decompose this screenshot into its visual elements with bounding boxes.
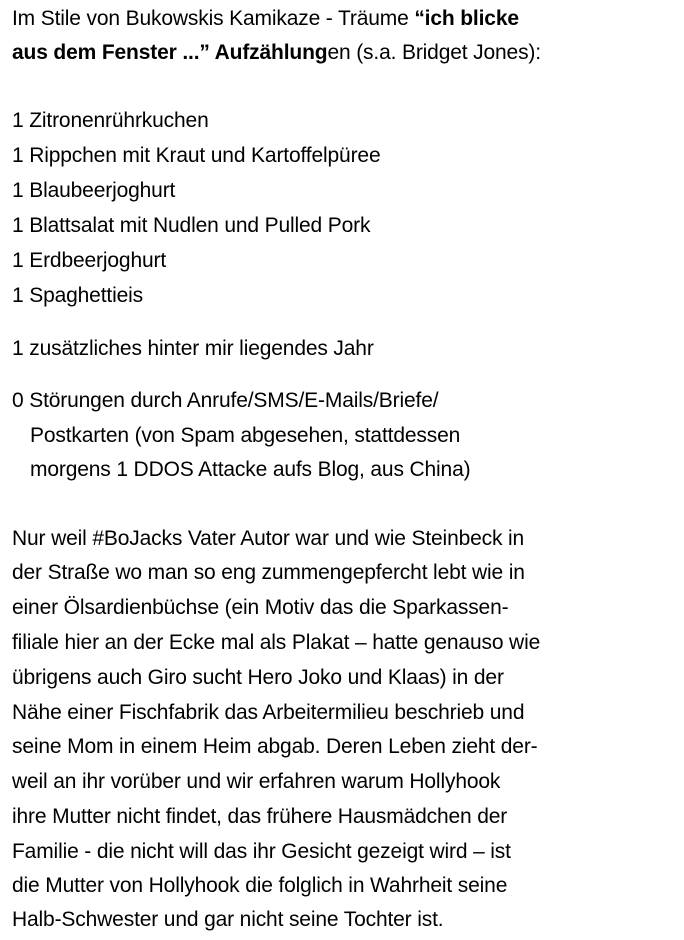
paragraph-line: seine Mom in einem Heim abgab. Deren Leben zieht der-	[12, 735, 538, 758]
paragraph-line: die Mutter von Hollyhook die folglich in Wahrheit seine	[12, 874, 508, 897]
paragraph-line: übrigens auch Giro sucht Hero Joko und Klaas) in der	[12, 666, 504, 689]
paragraph-line: der Straße wo man so eng zummengepfercht lebt wie in	[12, 561, 525, 584]
disturbances-line: Postkarten (von Spam abgesehen, stattdessen	[30, 424, 461, 447]
extra-year-line: 1 zusätzliches hinter mir liegendes Jahr	[12, 337, 374, 360]
list-item: 1 Blattsalat mit Nudlen und Pulled Pork	[12, 214, 371, 237]
paragraph-line: weil an ihr vorüber und wir erfahren warum Hollyhook	[12, 770, 501, 793]
disturbances-line: morgens 1 DDOS Attacke aufs Blog, aus China)	[30, 458, 471, 481]
list-item: 1 Rippchen mit Kraut und Kartoffelpüree	[12, 144, 381, 167]
paragraph-line: Nähe einer Fischfabrik das Arbeitermilieu beschrieb und	[12, 701, 525, 724]
paragraph-line: ihre Mutter nicht findet, das frühere Hausmädchen der	[12, 805, 508, 828]
paragraph-line: filiale hier an der Ecke mal als Plakat – hatte genauso wie	[12, 631, 541, 654]
list-item: 1 Spaghettieis	[12, 284, 143, 307]
paragraph-line: Nur weil #BoJacks Vater Autor war und wie Steinbeck in	[12, 527, 525, 550]
intro-line-2	[12, 38, 541, 68]
intro-line-1-text: Im Stile von Bukowskis Kamikaze - Träume	[12, 7, 415, 30]
paragraph-line: einer Ölsardienbüchse (ein Motiv das die Sparkassen-	[12, 596, 509, 619]
disturbances-line: 0 Störungen durch Anrufe/SMS/E-Mails/Briefe/	[12, 389, 439, 412]
paragraph-line: Halb-Schwester und gar nicht seine Tochter ist.	[12, 908, 444, 931]
list-item: 1 Blaubeerjoghurt	[12, 179, 176, 202]
intro-line-1-bold: “ich blicke	[414, 7, 519, 30]
intro-line-2-bold: aus dem Fenster ...” Aufzählung	[12, 41, 328, 64]
list-item: 1 Zitronenrührkuchen	[12, 109, 209, 132]
list-item: 1 Erdbeerjoghurt	[12, 249, 167, 272]
intro-line-1	[12, 4, 519, 34]
intro-line-2-text: en (s.a. Bridget Jones):	[327, 41, 541, 64]
paragraph-line: Familie - die nicht will das ihr Gesicht gezeigt wird – ist	[12, 840, 511, 863]
